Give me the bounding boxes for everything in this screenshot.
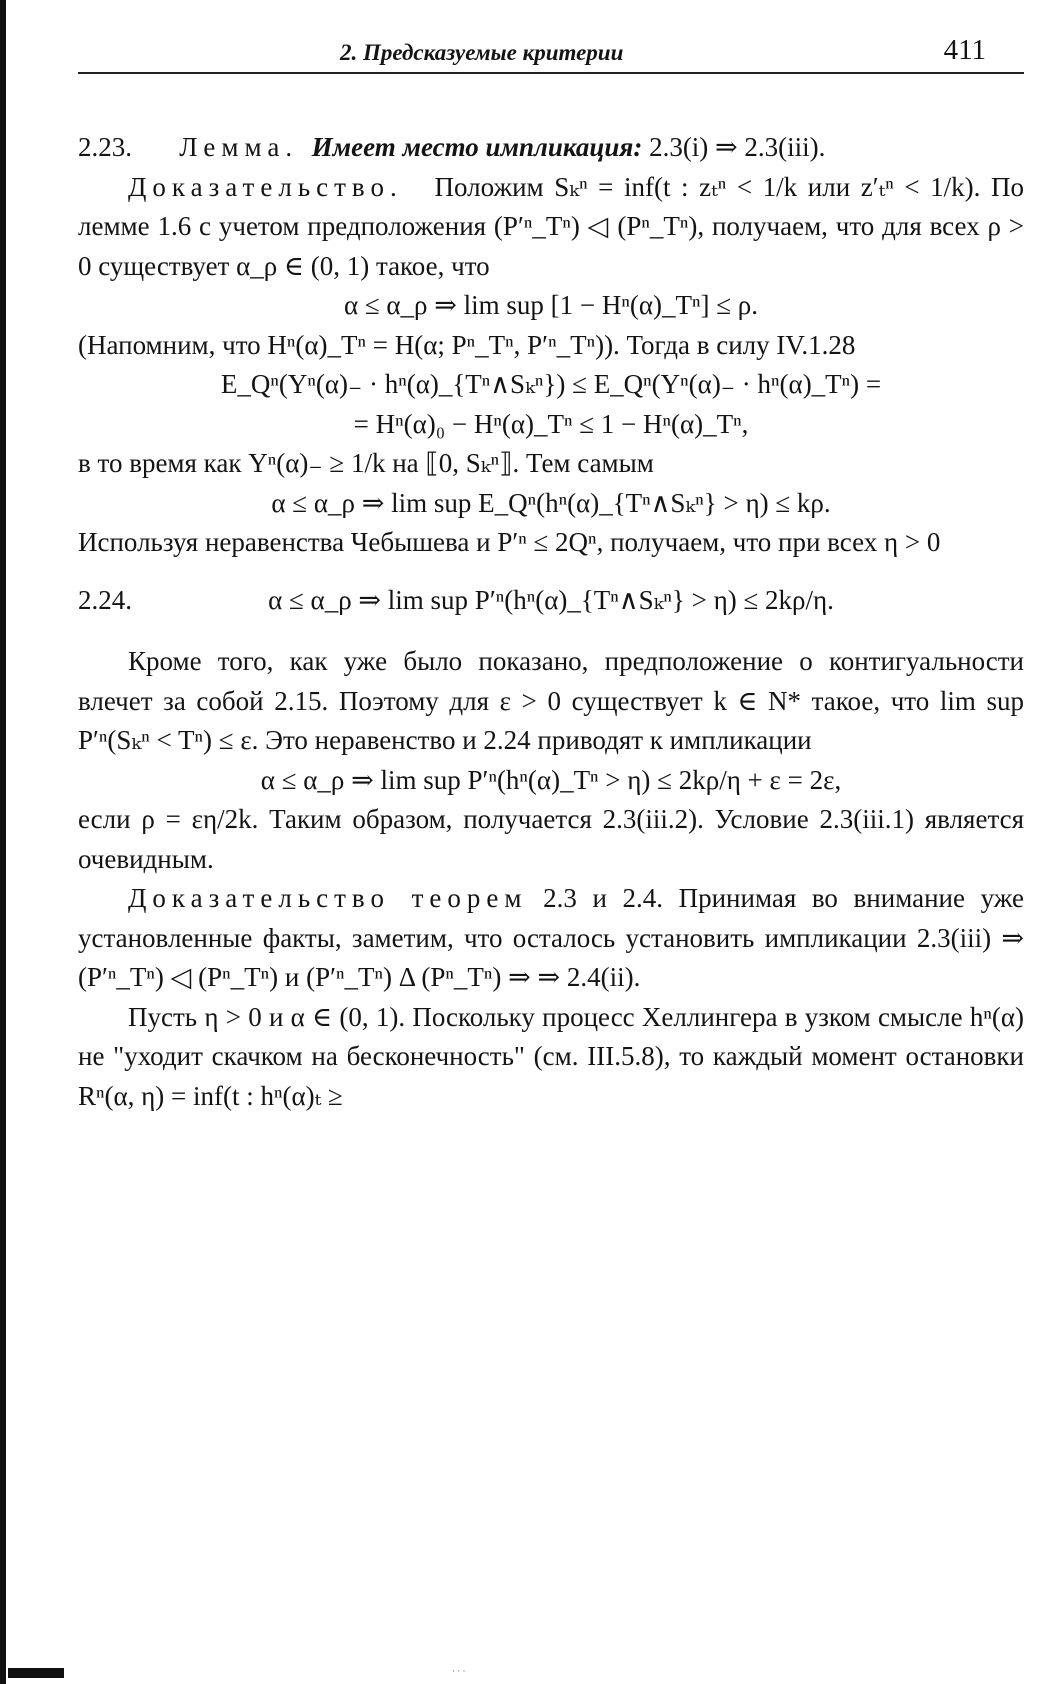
main-text [78, 128, 1024, 1116]
lemma-number: 2.23. [78, 132, 132, 162]
equation-2-24-body: α ≤ α_ρ ⇒ lim sup P′ⁿ(hⁿ(α)_{Tⁿ∧Sₖⁿ} > η) ≤ 2kρ/η. [268, 584, 834, 615]
hellinger-paragraph: Пусть η > 0 и α ∈ (0, 1). Поскольку процесс Хеллингера в узком смысле hⁿ(α) не "уходит скачком на бесконечность" (см. III.5.8), то каждый момент остановки Rⁿ(α, η) = inf(t : hⁿ(α)ₜ ≥ [78, 1001, 1024, 1111]
proof-theorems-word: Доказательство теорем [128, 883, 528, 913]
running-header [78, 34, 1024, 74]
formula-expectation-1: E_Qⁿ(Yⁿ(α)₋ · hⁿ(α)_{Tⁿ∧Sₖⁿ}) ≤ E_Qⁿ(Yⁿ(α)₋ · hⁿ(α)_Tⁿ) = [220, 369, 882, 399]
running-title: 2. Предсказуемые критерии [340, 40, 624, 65]
equation-number: 2.24. [78, 584, 132, 615]
formula-limsup-epsilon: α ≤ α_ρ ⇒ lim sup P′ⁿ(hⁿ(α)_Tⁿ > η) ≤ 2kρ/η + ε = 2ε, [260, 764, 842, 795]
formula-expectation-2: = Hⁿ(α)₀ − Hⁿ(α)_Tⁿ ≤ 1 − Hⁿ(α)_Tⁿ, [353, 408, 749, 439]
proof-text: Положим Sₖⁿ = inf(t : zₜⁿ < 1/k или z′ₜⁿ < 1/k). По лемме 1.6 с учетом предположения (P′ⁿ_Tⁿ) ◁ (Pⁿ_Tⁿ), получаем, что для всех ρ > 0 существует α_ρ ∈ (0, 1) такое, что [78, 171, 1025, 281]
scan-footer-mark: · · · [452, 1666, 466, 1676]
lemma-paragraph [78, 128, 1024, 168]
theorem-proof-text: 2.3 и 2.4. Принимая во внимание уже установленные факты, заметим, что осталось установить импликации 2.3(iii) ⇒ (P′ⁿ_Tⁿ) ◁ (Pⁿ_Tⁿ) и (P′ⁿ_Tⁿ) Δ (Pⁿ_Tⁿ) ⇒ ⇒ 2.4(ii). [78, 883, 1025, 992]
contiguity-paragraph: Кроме того, как уже было показано, предположение о контигуальности влечет за собой 2.15. Поэтому для ε > 0 существует k ∈ N* такое, что lim sup P′ⁿ(Sₖⁿ < Tⁿ) ≤ ε. Это неравенство и 2.24 приводят к импликации [78, 646, 1024, 755]
conclusion-paragraph: если ρ = εη/2k. Таким образом, получается 2.3(iii.2). Условие 2.3(iii.1) является очевидным. [78, 804, 1024, 874]
formula-limsup-expectation: α ≤ α_ρ ⇒ lim sup E_Qⁿ(hⁿ(α)_{Tⁿ∧Sₖⁿ} > η) ≤ kρ. [271, 487, 831, 518]
theorem-proof-paragraph [78, 879, 1024, 998]
proof-paragraph [78, 168, 1024, 287]
reminder-paragraph: (Напомним, что Hⁿ(α)_Tⁿ = H(α; Pⁿ_Tⁿ, P′ⁿ_Tⁿ)). Тогда в силу IV.1.28 [78, 329, 856, 360]
formula-limsup-hellinger: α ≤ α_ρ ⇒ lim sup [1 − Hⁿ(α)_Tⁿ] ≤ ρ. [343, 290, 759, 320]
lemma-statement: Имеет место импликация: [311, 132, 643, 162]
lemma-word: Лемма. [179, 132, 299, 162]
page-binding-edge [0, 0, 6, 1684]
equation-2-24 [78, 581, 1024, 621]
proof-word: Доказательство. [128, 171, 403, 202]
scan-corner-mark [8, 1668, 64, 1678]
page-number: 411 [943, 34, 986, 66]
chebyshev-paragraph: Используя неравенства Чебышева и P′ⁿ ≤ 2Qⁿ, получаем, что при всех η > 0 [78, 527, 941, 557]
lemma-claim: 2.3(i) ⇒ 2.3(iii). [649, 132, 826, 162]
while-paragraph: в то время как Yⁿ(α)₋ ≥ 1/k на ⟦0, Sₖⁿ⟧. Тем самым [78, 448, 654, 478]
